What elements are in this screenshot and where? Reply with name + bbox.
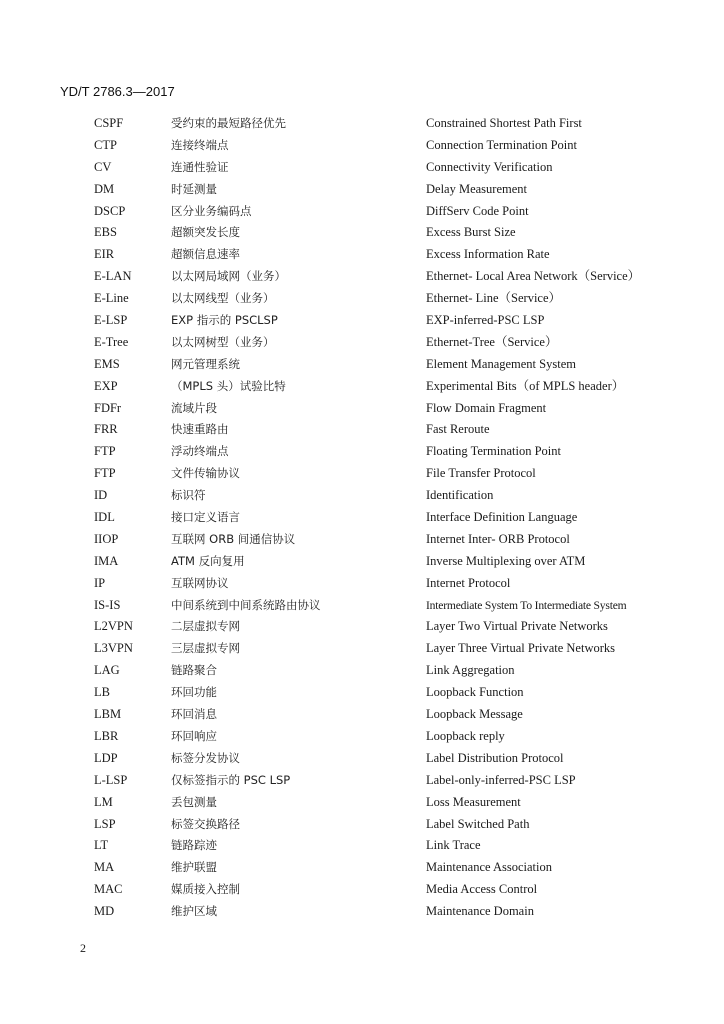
chinese-term: 超额信息速率 — [171, 247, 240, 262]
english-term: Flow Domain Fragment — [426, 400, 547, 415]
english-term: Internet Inter- ORB Protocol — [426, 531, 570, 546]
abbreviation-term: EMS — [94, 356, 120, 371]
abbreviation-row — [0, 857, 724, 879]
chinese-term: 快速重路由 — [171, 422, 229, 437]
abbreviation-row — [0, 573, 724, 595]
chinese-term: 网元管理系统 — [171, 356, 240, 371]
chinese-term: 维护联盟 — [171, 860, 217, 875]
abbreviation-term: EXP — [94, 378, 118, 393]
chinese-term: 中间系统到中间系统路由协议 — [171, 597, 321, 612]
abbreviation-term: L3VPN — [94, 641, 133, 656]
abbreviation-term: EIR — [94, 247, 115, 262]
chinese-term: 浮动终端点 — [171, 444, 229, 459]
abbreviation-term: DSCP — [94, 203, 126, 218]
english-term: Connectivity Verification — [426, 159, 553, 174]
english-term: Intermediate System To Intermediate System — [426, 598, 627, 612]
english-term: Layer Two Virtual Private Networks — [426, 619, 608, 634]
english-term: Element Management System — [426, 356, 576, 371]
english-term: EXP-inferred-PSC LSP — [426, 313, 545, 328]
english-term: DiffServ Code Point — [426, 203, 529, 218]
abbreviation-row — [0, 398, 724, 420]
english-term: Identification — [426, 488, 494, 503]
english-term: Label-only-inferred-PSC LSP — [426, 772, 576, 787]
abbreviation-term: LM — [94, 794, 113, 809]
english-term: Excess Information Rate — [426, 247, 550, 262]
english-term: Floating Termination Point — [426, 444, 562, 459]
chinese-term: 区分业务编码点 — [171, 203, 252, 218]
chinese-term: （MPLS 头）试验比特 — [171, 378, 286, 393]
abbreviation-row — [0, 135, 724, 157]
chinese-term: 流域片段 — [171, 400, 217, 415]
abbreviation-term: IIOP — [94, 531, 119, 546]
abbreviation-row — [0, 485, 724, 507]
chinese-term: 三层虚拟专网 — [171, 641, 240, 656]
english-term: Label Switched Path — [426, 816, 530, 831]
abbreviation-term: FDFr — [94, 400, 122, 415]
page-number: 2 — [80, 941, 86, 955]
chinese-term: 标签交换路径 — [171, 816, 240, 831]
english-term: Loopback Function — [426, 685, 524, 700]
abbreviation-term: CTP — [94, 137, 117, 152]
chinese-term: 标签分发协议 — [171, 750, 240, 765]
english-term: Inverse Multiplexing over ATM — [426, 553, 586, 568]
chinese-term: 连接终端点 — [171, 137, 229, 152]
abbreviation-row — [0, 551, 724, 573]
abbreviation-row — [0, 354, 724, 376]
abbreviation-term: EBS — [94, 225, 117, 240]
english-term: Constrained Shortest Path First — [426, 116, 582, 130]
abbreviation-row — [0, 419, 724, 441]
abbreviation-row — [0, 441, 724, 463]
abbreviation-term: LBR — [94, 728, 119, 743]
abbreviation-term: LT — [94, 838, 109, 853]
abbreviation-term: L2VPN — [94, 619, 133, 634]
chinese-term: 二层虚拟专网 — [171, 619, 240, 634]
abbreviation-row — [0, 179, 724, 201]
chinese-term: 仅标签指示的 PSC LSP — [171, 772, 291, 787]
abbreviation-row — [0, 157, 724, 179]
abbreviation-term: LSP — [94, 816, 116, 831]
english-term: Excess Burst Size — [426, 225, 516, 240]
english-term: Layer Three Virtual Private Networks — [426, 641, 616, 656]
abbreviation-term: MD — [94, 904, 115, 919]
chinese-term: 维护区域 — [171, 904, 217, 919]
english-term: Maintenance Domain — [426, 904, 534, 919]
english-term: Ethernet- Local Area Network（Service） — [426, 269, 641, 284]
abbreviation-term: CSPF — [94, 116, 124, 130]
english-term: Interface Definition Language — [426, 510, 578, 525]
chinese-term: 受约束的最短路径优先 — [171, 116, 286, 130]
chinese-term: 环回消息 — [171, 707, 217, 722]
abbreviation-term: IS-IS — [94, 597, 121, 612]
chinese-term: EXP 指示的 PSCLSP — [171, 313, 278, 328]
abbreviation-term: ID — [94, 488, 108, 503]
chinese-term: 互联网 ORB 间通信协议 — [171, 531, 296, 546]
abbreviation-row — [0, 201, 724, 223]
english-term: Experimental Bits（of MPLS header） — [426, 378, 625, 393]
english-term: Media Access Control — [426, 882, 538, 897]
abbreviation-term: IP — [94, 575, 106, 590]
abbreviation-row — [0, 835, 724, 857]
abbreviation-row — [0, 507, 724, 529]
abbreviation-row — [0, 682, 724, 704]
abbreviation-row — [0, 770, 724, 792]
chinese-term: 连通性验证 — [171, 159, 229, 174]
abbreviation-row — [0, 704, 724, 726]
abbreviation-row — [0, 222, 724, 244]
abbreviation-row — [0, 529, 724, 551]
abbreviation-row — [0, 748, 724, 770]
abbreviation-row — [0, 616, 724, 638]
abbreviation-row — [0, 792, 724, 814]
abbreviation-list — [0, 113, 724, 923]
abbreviation-row — [0, 901, 724, 923]
english-term: Delay Measurement — [426, 181, 528, 196]
abbreviation-row — [0, 595, 724, 617]
english-term: Link Trace — [426, 838, 481, 853]
english-term: File Transfer Protocol — [426, 466, 536, 481]
chinese-term: 环回响应 — [171, 728, 217, 743]
english-term: Loss Measurement — [426, 794, 521, 809]
abbreviation-term: E-LAN — [94, 269, 132, 284]
english-term: Link Aggregation — [426, 663, 515, 678]
abbreviation-row — [0, 726, 724, 748]
chinese-term: 文件传输协议 — [171, 466, 240, 481]
document-id-header: YD/T 2786.3—2017 — [60, 84, 175, 99]
abbreviation-term: E-LSP — [94, 313, 128, 328]
abbreviation-term: LBM — [94, 707, 122, 722]
abbreviation-row — [0, 660, 724, 682]
abbreviation-term: E-Line — [94, 291, 129, 306]
abbreviation-term: DM — [94, 181, 115, 196]
chinese-term: ATM 反向复用 — [171, 553, 245, 568]
abbreviation-row — [0, 113, 724, 135]
abbreviation-term: E-Tree — [94, 334, 129, 349]
abbreviation-term: L-LSP — [94, 772, 128, 787]
abbreviation-term: MAC — [94, 882, 123, 897]
abbreviation-term: MA — [94, 860, 115, 875]
english-term: Fast Reroute — [426, 422, 490, 437]
chinese-term: 超额突发长度 — [171, 225, 240, 240]
chinese-term: 标识符 — [171, 488, 206, 503]
english-term: Loopback Message — [426, 707, 523, 722]
english-term: Maintenance Association — [426, 860, 553, 875]
abbreviation-row — [0, 463, 724, 485]
english-term: Ethernet- Line（Service） — [426, 291, 562, 306]
chinese-term: 接口定义语言 — [171, 510, 240, 525]
chinese-term: 互联网协议 — [171, 575, 229, 590]
abbreviation-term: IMA — [94, 553, 119, 568]
english-term: Label Distribution Protocol — [426, 750, 564, 765]
abbreviation-term: LAG — [94, 663, 120, 678]
abbreviation-row — [0, 376, 724, 398]
chinese-term: 链路聚合 — [171, 663, 217, 678]
abbreviation-row — [0, 814, 724, 836]
abbreviation-row — [0, 288, 724, 310]
chinese-term: 以太网线型（业务） — [171, 291, 275, 306]
abbreviation-row — [0, 879, 724, 901]
english-term: Loopback reply — [426, 728, 505, 743]
abbreviation-term: LDP — [94, 750, 118, 765]
abbreviation-term: FTP — [94, 466, 116, 481]
chinese-term: 丢包测量 — [171, 794, 217, 809]
chinese-term: 媒质接入控制 — [171, 882, 240, 897]
abbreviation-row — [0, 332, 724, 354]
abbreviation-term: LB — [94, 685, 110, 700]
chinese-term: 环回功能 — [171, 685, 217, 700]
english-term: Ethernet-Tree（Service） — [426, 334, 558, 349]
abbreviation-row — [0, 310, 724, 332]
abbreviation-term: IDL — [94, 510, 115, 525]
abbreviation-term: FRR — [94, 422, 118, 437]
chinese-term: 时延测量 — [171, 181, 217, 196]
abbreviation-term: CV — [94, 159, 112, 174]
abbreviation-row — [0, 638, 724, 660]
abbreviation-row — [0, 266, 724, 288]
english-term: Connection Termination Point — [426, 137, 577, 152]
abbreviation-term: FTP — [94, 444, 116, 459]
chinese-term: 以太网局域网（业务） — [171, 269, 286, 284]
english-term: Internet Protocol — [426, 575, 511, 590]
abbreviation-row — [0, 244, 724, 266]
chinese-term: 链路踪迹 — [171, 838, 217, 853]
chinese-term: 以太网树型（业务） — [171, 334, 275, 349]
